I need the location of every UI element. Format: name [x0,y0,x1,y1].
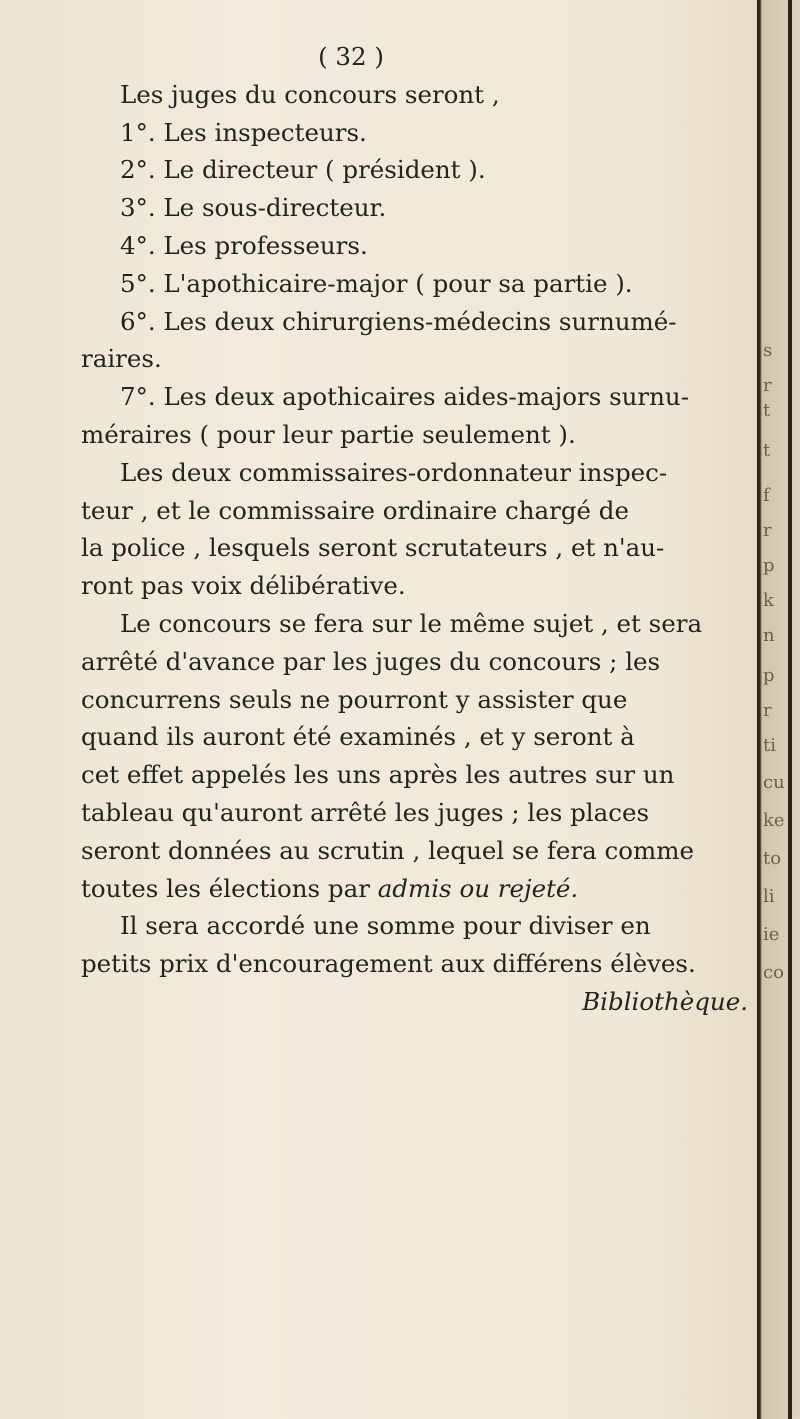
text-line: quand ils auront été examinés , et y seront à [81,722,635,752]
spine-fragment: co [763,962,784,983]
spine-fragment: f [763,485,770,506]
list-item: 4°. Les professeurs. [120,230,368,260]
list-item: 7°. Les deux apothicaires aides-majors surnu- [120,382,689,412]
italic-word: rejeté. [497,873,579,903]
catchword: Bibliothèque. [582,986,748,1016]
text-line: petits prix d'encouragement aux différens élèves. [81,949,696,979]
spine-fragment: r [763,520,772,541]
spine-fragment: t [763,440,771,461]
text-line: Le concours se fera sur le même sujet , et sera [120,608,703,638]
list-item: 5°. L'apothicaire-major ( pour sa partie ). [120,268,633,298]
spine-fragment: p [763,555,775,576]
text-line: cet effet appelés les uns après les autres sur un [81,760,675,790]
text-fragment: toutes les élections par [81,873,370,903]
text-line: seront données au scrutin , lequel se fera comme [81,835,694,865]
text-line: arrêté d'avance par les juges du concours ; les [81,646,661,676]
list-item: 2°. Le directeur ( président ). [120,155,486,185]
italic-word: admis [377,873,452,903]
page-number: ( 32 ) [318,42,384,71]
text-line: teur , et le commissaire ordinaire chargé de [81,495,629,525]
page-text [81,38,756,1021]
italic-word: ou [459,873,490,903]
text-line: Les juges du concours seront , [120,79,500,109]
list-item: 1°. Les inspecteurs. [120,117,367,147]
text-line: Les deux commissaires-ordonnateur inspec- [120,457,668,487]
text-line: méraires ( pour leur partie seulement ). [81,419,576,449]
spine-fragment: r [763,700,772,721]
spine-fragment: cu [763,772,785,793]
spine-fragment: t [763,400,771,421]
spine-fragment: s [763,340,773,361]
spine-fragment: r [763,375,772,396]
text-line: tableau qu'auront arrêté les juges ; les places [81,797,650,827]
text-line: ront pas voix délibérative. [81,571,406,601]
spine-fragment: ie [763,924,780,945]
spine-fragment: k [763,590,774,611]
text-line: concurrens seuls ne pourront y assister que [81,684,628,714]
text-line: Il sera accordé une somme pour diviser en [120,911,651,941]
spine-fragment: ti [763,735,776,756]
spine-fragment: li [763,886,775,907]
list-item: 6°. Les deux chirurgiens-médecins surnumé- [120,306,677,336]
spine-fragment: n [763,625,775,646]
text-line: raires. [81,344,162,374]
text-line-with-italics [81,870,756,908]
spine-fragment: to [763,848,782,869]
spine-fragment: p [763,665,775,686]
gutter-edge [788,0,792,1419]
spine-fragment: ke [763,810,785,831]
list-item: 3°. Le sous-directeur. [120,193,387,223]
text-line: la police , lesquels seront scrutateurs , et n'au- [81,533,665,563]
